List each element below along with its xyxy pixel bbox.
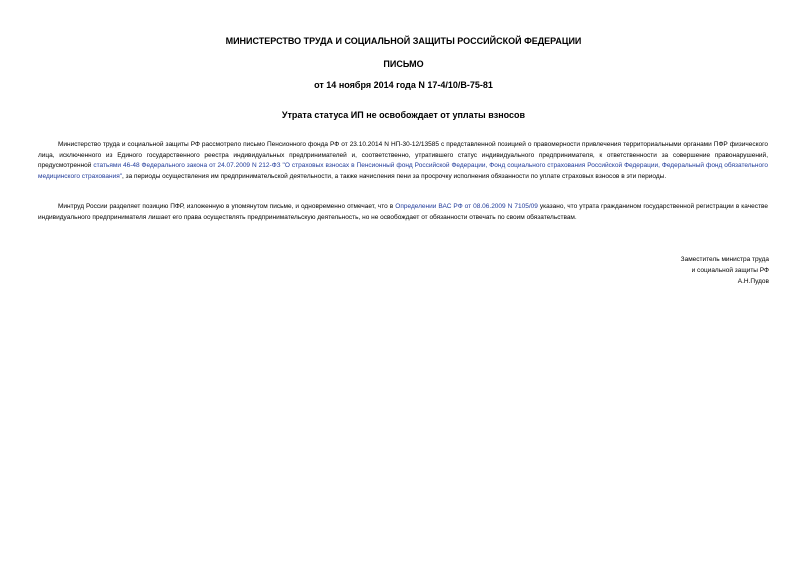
document-date-number: от 14 ноября 2014 года N 17-4/10/В-75-81 [314,80,493,90]
paragraph-1-text-start: Министерство труда и социальной защиты РФ рассмотрело письмо Пенсионного фонда РФ от 23.10.2014 N НП-30-12/13585 с представленной позицией о правомерности привлечения территориальными органами ПФР физического лица, исключенного из Единого государственного реестра индивидуальных предпринимателей и, соответственно, утратившего статус индивидуального предпринимателя, к ответственности за совершение правонарушений, предусмотренной [38,141,768,169]
issuing-organization: МИНИСТЕРСТВО ТРУДА И СОЦИАЛЬНОЙ ЗАЩИТЫ РОССИЙСКОЙ ФЕДЕРАЦИИ [225,36,582,46]
paragraph-2-text-end: указано, что утрата гражданином государственной регистрации в качестве индивидуального предпринимателя лишает его права осуществлять предпринимательскую деятельность, но не освобождает от обязанности отвечать по своим обязательствам. [38,203,768,221]
vas-ruling-link[interactable]: Определении ВАС РФ от 08.06.2009 N 7105/09 [395,203,538,210]
paragraph-2 [38,202,768,223]
law-212fz-articles-link[interactable]: статьями 46-48 Федерального закона от 24.07.2009 N 212-ФЗ "О страховых взносах в Пенсионный фонд Российской Федерации, Фонд социального страхования Российской Федерации, Федеральный фонд обязательного медицинского страхования" [38,162,768,180]
signatory-position-line-2: и социальной защиты РФ [691,267,769,274]
signatory-name: А.Н.Пудов [737,278,769,285]
paragraph-1 [38,140,768,182]
signature-block [681,254,769,287]
signatory-position-line-1: Заместитель министра труда [680,256,769,263]
paragraph-1-text-end: , за периоды осуществления им предпринимательской деятельности, а также начисления пени за просрочку исполнения обязанности по уплате страховых взносов в эти периоды. [122,172,667,180]
document-type: ПИСЬМО [383,59,424,69]
document-subject: Утрата статуса ИП не освобождает от уплаты взносов [281,110,526,120]
paragraph-2-text-start: Минтруд России разделяет позицию ПФР, изложенную в упомянутом письме, и одновременно отмечает, что в [58,203,396,210]
